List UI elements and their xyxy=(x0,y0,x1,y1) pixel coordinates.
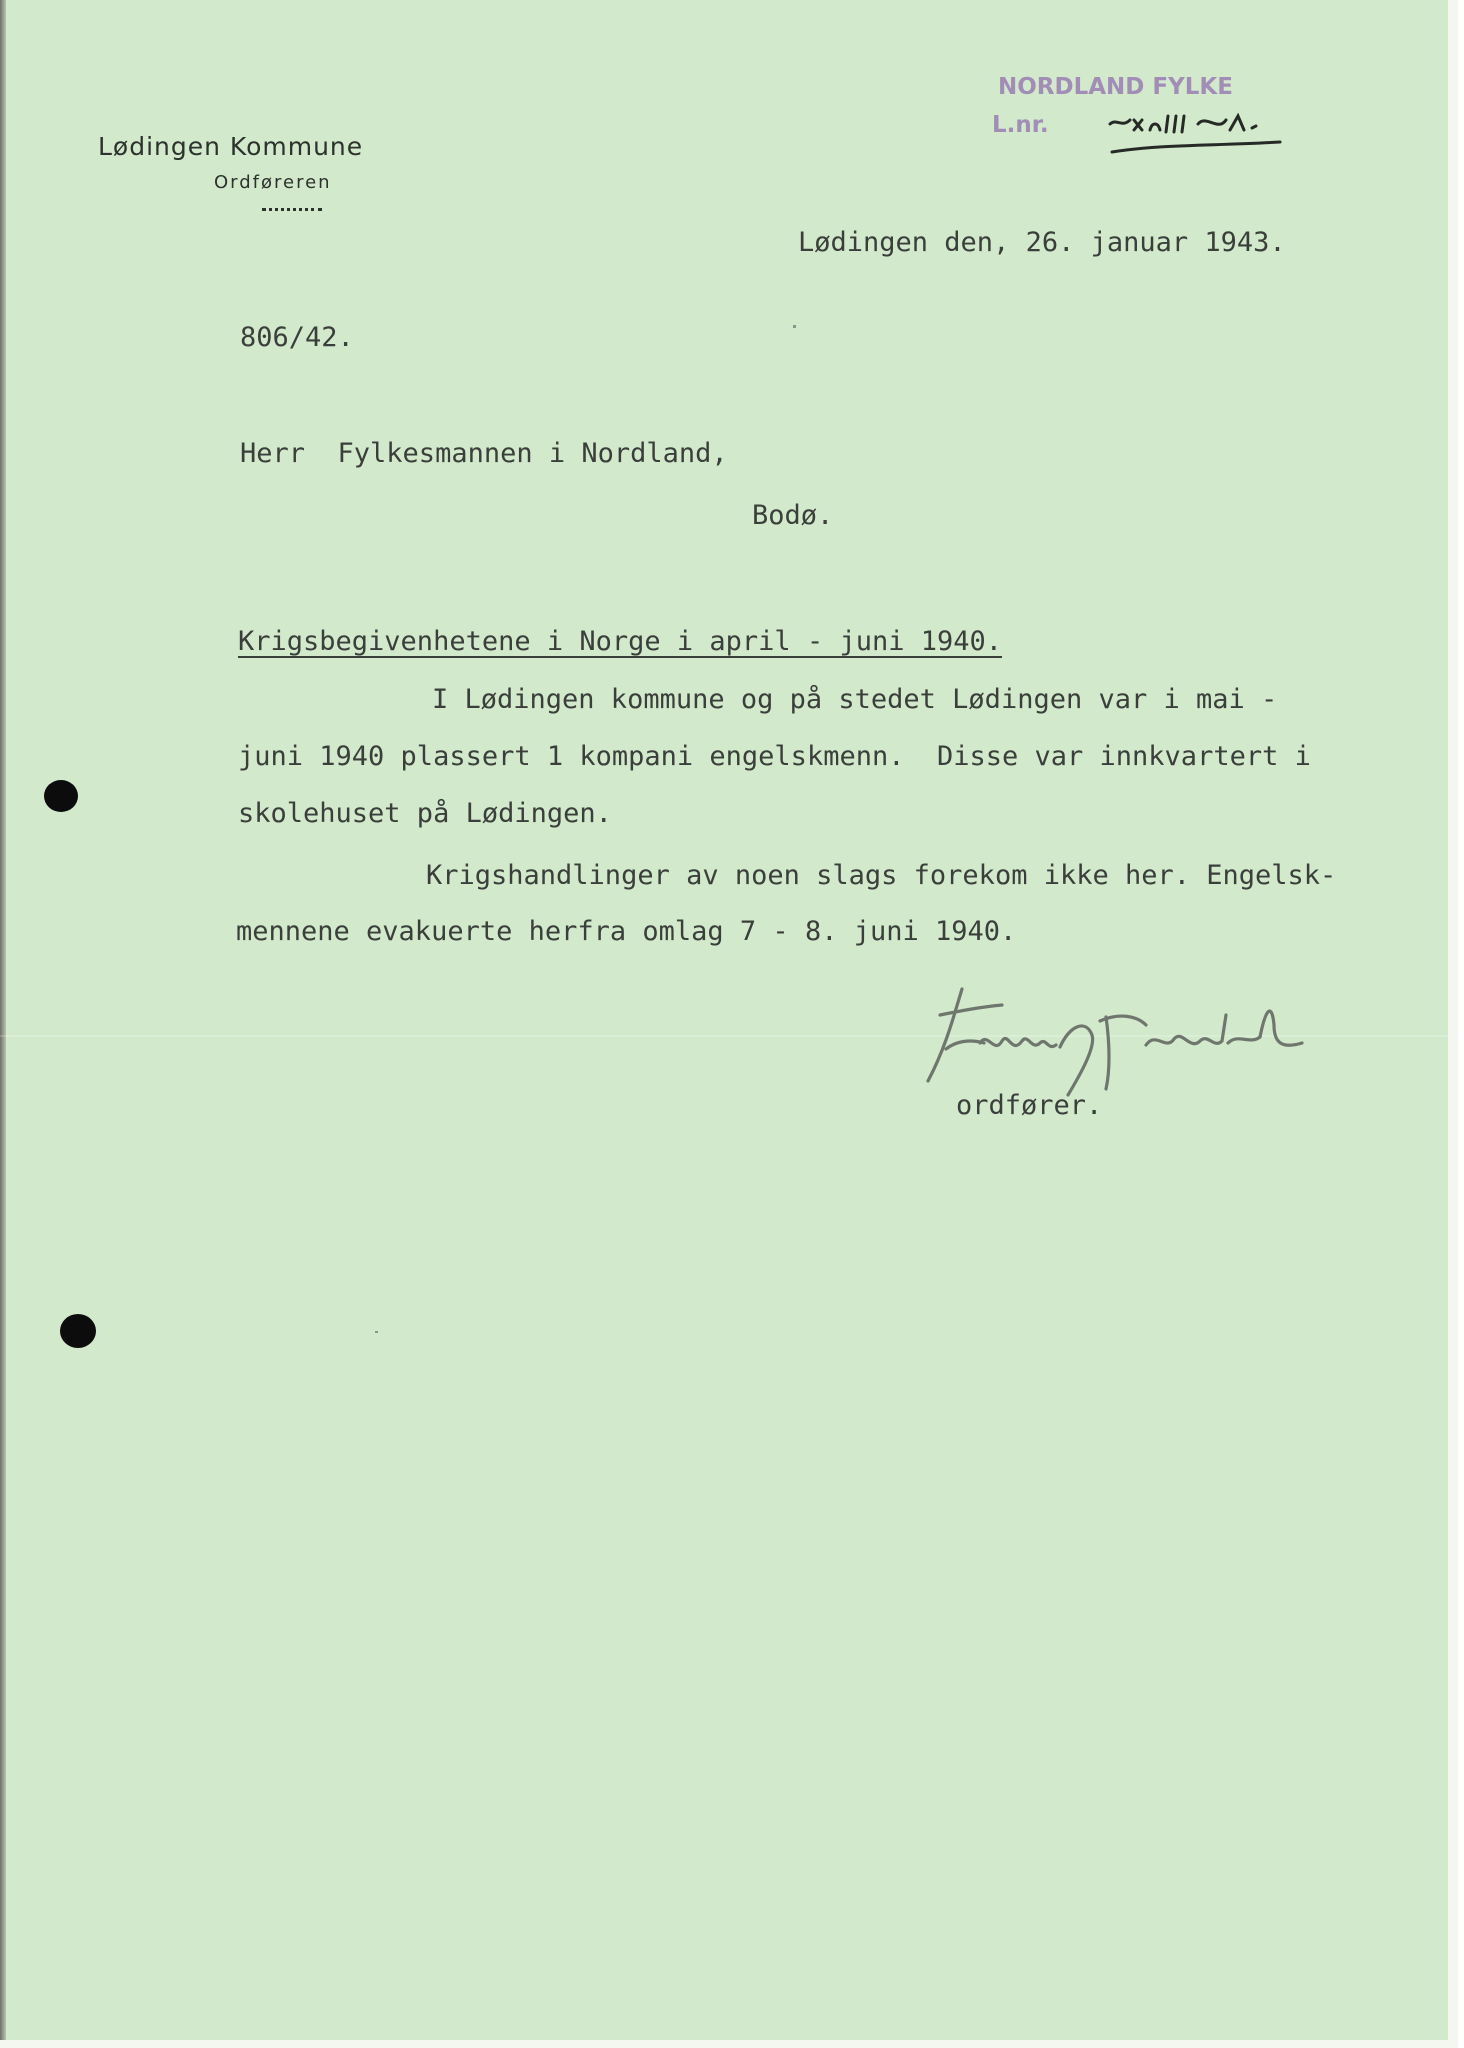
letterhead-name: Lødingen Kommune xyxy=(98,132,364,161)
stamp-number-label: L.nr. xyxy=(992,112,1049,138)
stamp-handwritten-number xyxy=(1102,102,1292,162)
body-line-2: juni 1940 plassert 1 kompani engelskmenn. Disse var innkvartert i xyxy=(238,741,1311,772)
letterhead-role: Ordføreren xyxy=(214,172,332,193)
punch-hole-top xyxy=(44,780,78,812)
letter-subject: Krigsbegivenhetene i Norge i april - juni 1940. xyxy=(238,626,1003,657)
letter-date: Lødingen den, 26. januar 1943. xyxy=(798,227,1286,258)
body-line-1: I Lødingen kommune og på stedet Lødingen var i mai - xyxy=(432,684,1278,715)
body-line-5: mennene evakuerte herfra omlag 7 - 8. juni 1940. xyxy=(236,916,1017,947)
paper-speck xyxy=(375,1331,378,1333)
letterhead-divider xyxy=(262,208,322,211)
stamp-title: NORDLAND FYLKE xyxy=(998,74,1233,100)
body-line-4: Krigshandlinger av noen slags forekom ikke her. Engelsk- xyxy=(426,860,1337,891)
body-line-3: skolehuset på Lødingen. xyxy=(238,798,612,829)
reference-number: 806/42. xyxy=(240,322,354,353)
registration-stamp xyxy=(992,72,1292,162)
punch-hole-bottom xyxy=(60,1314,96,1348)
paper-speck xyxy=(793,325,796,328)
page-edge xyxy=(0,0,6,2040)
recipient-city: Bodø. xyxy=(752,500,834,531)
signer-title: ordfører. xyxy=(956,1090,1103,1121)
recipient-line: Herr Fylkesmannen i Nordland, xyxy=(240,438,728,469)
